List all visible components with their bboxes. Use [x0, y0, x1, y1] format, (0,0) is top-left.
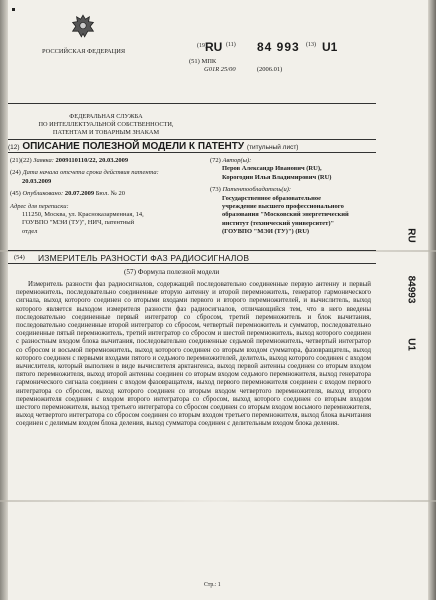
field-label: Адрес для переписки:: [10, 202, 69, 210]
field-label: Заявка:: [33, 157, 54, 164]
ipc-code: G01R 25/00: [204, 66, 236, 73]
section-rule: [8, 250, 376, 251]
author-line-2: Корогодин Илья Владимирович (RU): [222, 173, 332, 181]
mpk-label: (51) МПК: [189, 58, 217, 65]
title-code: (12): [8, 144, 20, 151]
federal-service: [38, 113, 174, 137]
service-line-1: ФЕДЕРАЛЬНАЯ СЛУЖБА: [69, 113, 143, 120]
scan-mark: [12, 8, 15, 11]
field-code: (21)(22): [10, 157, 32, 164]
formula-heading: (57) Формула полезной модели: [124, 268, 220, 276]
bibliographic-left: [10, 157, 212, 240]
bibliographic-right: [210, 157, 390, 241]
published-field: [10, 190, 212, 198]
side-country-code: RU: [405, 228, 417, 243]
code-19: (19): [197, 43, 207, 49]
code-11: (11): [226, 42, 236, 48]
title-band: [8, 139, 376, 153]
service-line-3: ПАТЕНТАМ И ТОВАРНЫМ ЗНАКАМ: [52, 129, 160, 136]
coat-of-arms-icon: [67, 12, 99, 44]
field-code: (24): [10, 169, 21, 177]
title-main-text: ОПИСАНИЕ ПОЛЕЗНОЙ МОДЕЛИ К ПАТЕНТУ: [22, 141, 245, 152]
application-field: [10, 157, 212, 165]
field-label: Опубликовано:: [22, 190, 64, 198]
field-value: 20.07.2009: [64, 190, 95, 198]
ipc-version: (2006.01): [256, 66, 283, 73]
field-code: (73): [210, 186, 221, 194]
document-kind: U1: [322, 40, 338, 54]
holder-line-3: образования "Московский энергетический: [222, 211, 349, 219]
scan-left-edge: [0, 0, 8, 600]
code-13: (13): [306, 42, 316, 48]
title-subtitle: (титульный лист): [246, 144, 299, 151]
invention-name: ИЗМЕРИТЕЛЬ РАЗНОСТИ ФАЗ РАДИОСИГНАЛОВ: [38, 253, 250, 263]
holder-line-2: учреждение высшего профессионального: [222, 203, 344, 211]
holders-field: [210, 186, 390, 236]
field-label: Дата начала отсчета срока действия патента:: [22, 169, 159, 177]
field-label: Патентообладатель(и):: [222, 186, 292, 194]
scan-right-edge: [428, 0, 436, 600]
correspondence-field: [10, 203, 212, 237]
section-rule: [8, 263, 376, 264]
ipc-line: [204, 66, 282, 73]
bulletin-number: Бюл. № 20: [95, 190, 125, 198]
document-title: [8, 141, 298, 152]
service-line-2: ПО ИНТЕЛЛЕКТУАЛЬНОЙ СОБСТВЕННОСТИ,: [38, 121, 174, 128]
field-label: Автор(ы):: [222, 157, 252, 164]
formula-text: Измеритель разности фаз радиосигналов, содержащий последовательно соединенные первую антенну и первый перемножитель, последовательно соединенные вторую антенну и второй перемножитель, генератор гармонического сигнала, выход которого соединен со вторыми входами первого и второго перемножителей, и вычислитель, выход которого является выходом измерителя разности фаз радиосигналов, отличающийся тем, что в него введены последовательно соединенные первый интегратор со сбросом, третий перемножитель и блок вычитания, последовательно соединенные второй интегратор со сбросом, четвертый перемножитель и сумматор, последовательно соединенные пятый перемножитель, третий интегратор со сбросом и шестой перемножитель, выход которого соединен с разностным входом блока вычитания, последовательно соединенные седьмой перемножитель, четвертый интегратор со сбросом и восьмой перемножитель, выход которого соединен со вторым входом сумматора, фазовращатель, выход которого соединен с первыми входами пятого и седьмого перемножителей, делитель, выход которого соединен с входом вычислителя, который выполнен в виде вычислителя арктангенса, выход первой антенны соединен со вторым входом пятого перемножителя, выход второй антенны соединен со вторым входом седьмого перемножителя, выход генератора гармонического сигнала соединен с входом фазовращателя, выход первого перемножителя соединен с входом первого интегратора со сбросом, выход которого соединен со вторым входом четвертого перемножителя, выход второго перемножителя соединен с входом второго интегратора со сбросом, выход которого соединен со вторым входом шестого перемножителя, выход третьего интегратора со сбросом соединен со вторым входом восьмого перемножителя, выход четвертого интегратора со сбросом соединен со вторым входом третьего перемножителя, выход блока вычитания соединен с делимым входом блока деления, выход сумматора соединен с делительным входом блока деления.: [16, 281, 371, 428]
field-code: (72): [210, 157, 221, 164]
term-start-field: [10, 169, 212, 186]
page-fold-line: [0, 500, 436, 502]
country-label: РОССИЙСКАЯ ФЕДЕРАЦИЯ: [42, 48, 126, 55]
address-line-3: отдел: [22, 227, 38, 235]
author-line-1: Перов Александр Иванович (RU),: [222, 165, 322, 173]
header-rule: [8, 103, 376, 104]
patent-number: 84 993: [257, 40, 300, 54]
field-code: (45): [10, 190, 21, 198]
address-line-2: ГОУВПО "МЭИ (ТУ)", НИЧ, патентный: [22, 219, 135, 227]
holder-line-4: институт (технический университет)": [222, 219, 335, 227]
field-value: 20.03.2009: [22, 177, 52, 185]
authors-field: [210, 157, 390, 182]
side-patent-number: 84993: [405, 275, 417, 304]
holder-line-1: Государственное образовательное: [222, 194, 321, 202]
holder-line-5: (ГОУВПО "МЭИ (ТУ)") (RU): [222, 228, 310, 236]
invention-code: (54): [14, 254, 25, 261]
page-number: Стр.: 1: [204, 582, 221, 588]
side-document-kind: U1: [405, 338, 417, 351]
field-value: 2009110110/22, 20.03.2009: [55, 157, 129, 164]
country-code: RU: [205, 40, 223, 54]
address-line-1: 111250, Москва, ул. Красноказарменная, 14,: [22, 211, 144, 219]
